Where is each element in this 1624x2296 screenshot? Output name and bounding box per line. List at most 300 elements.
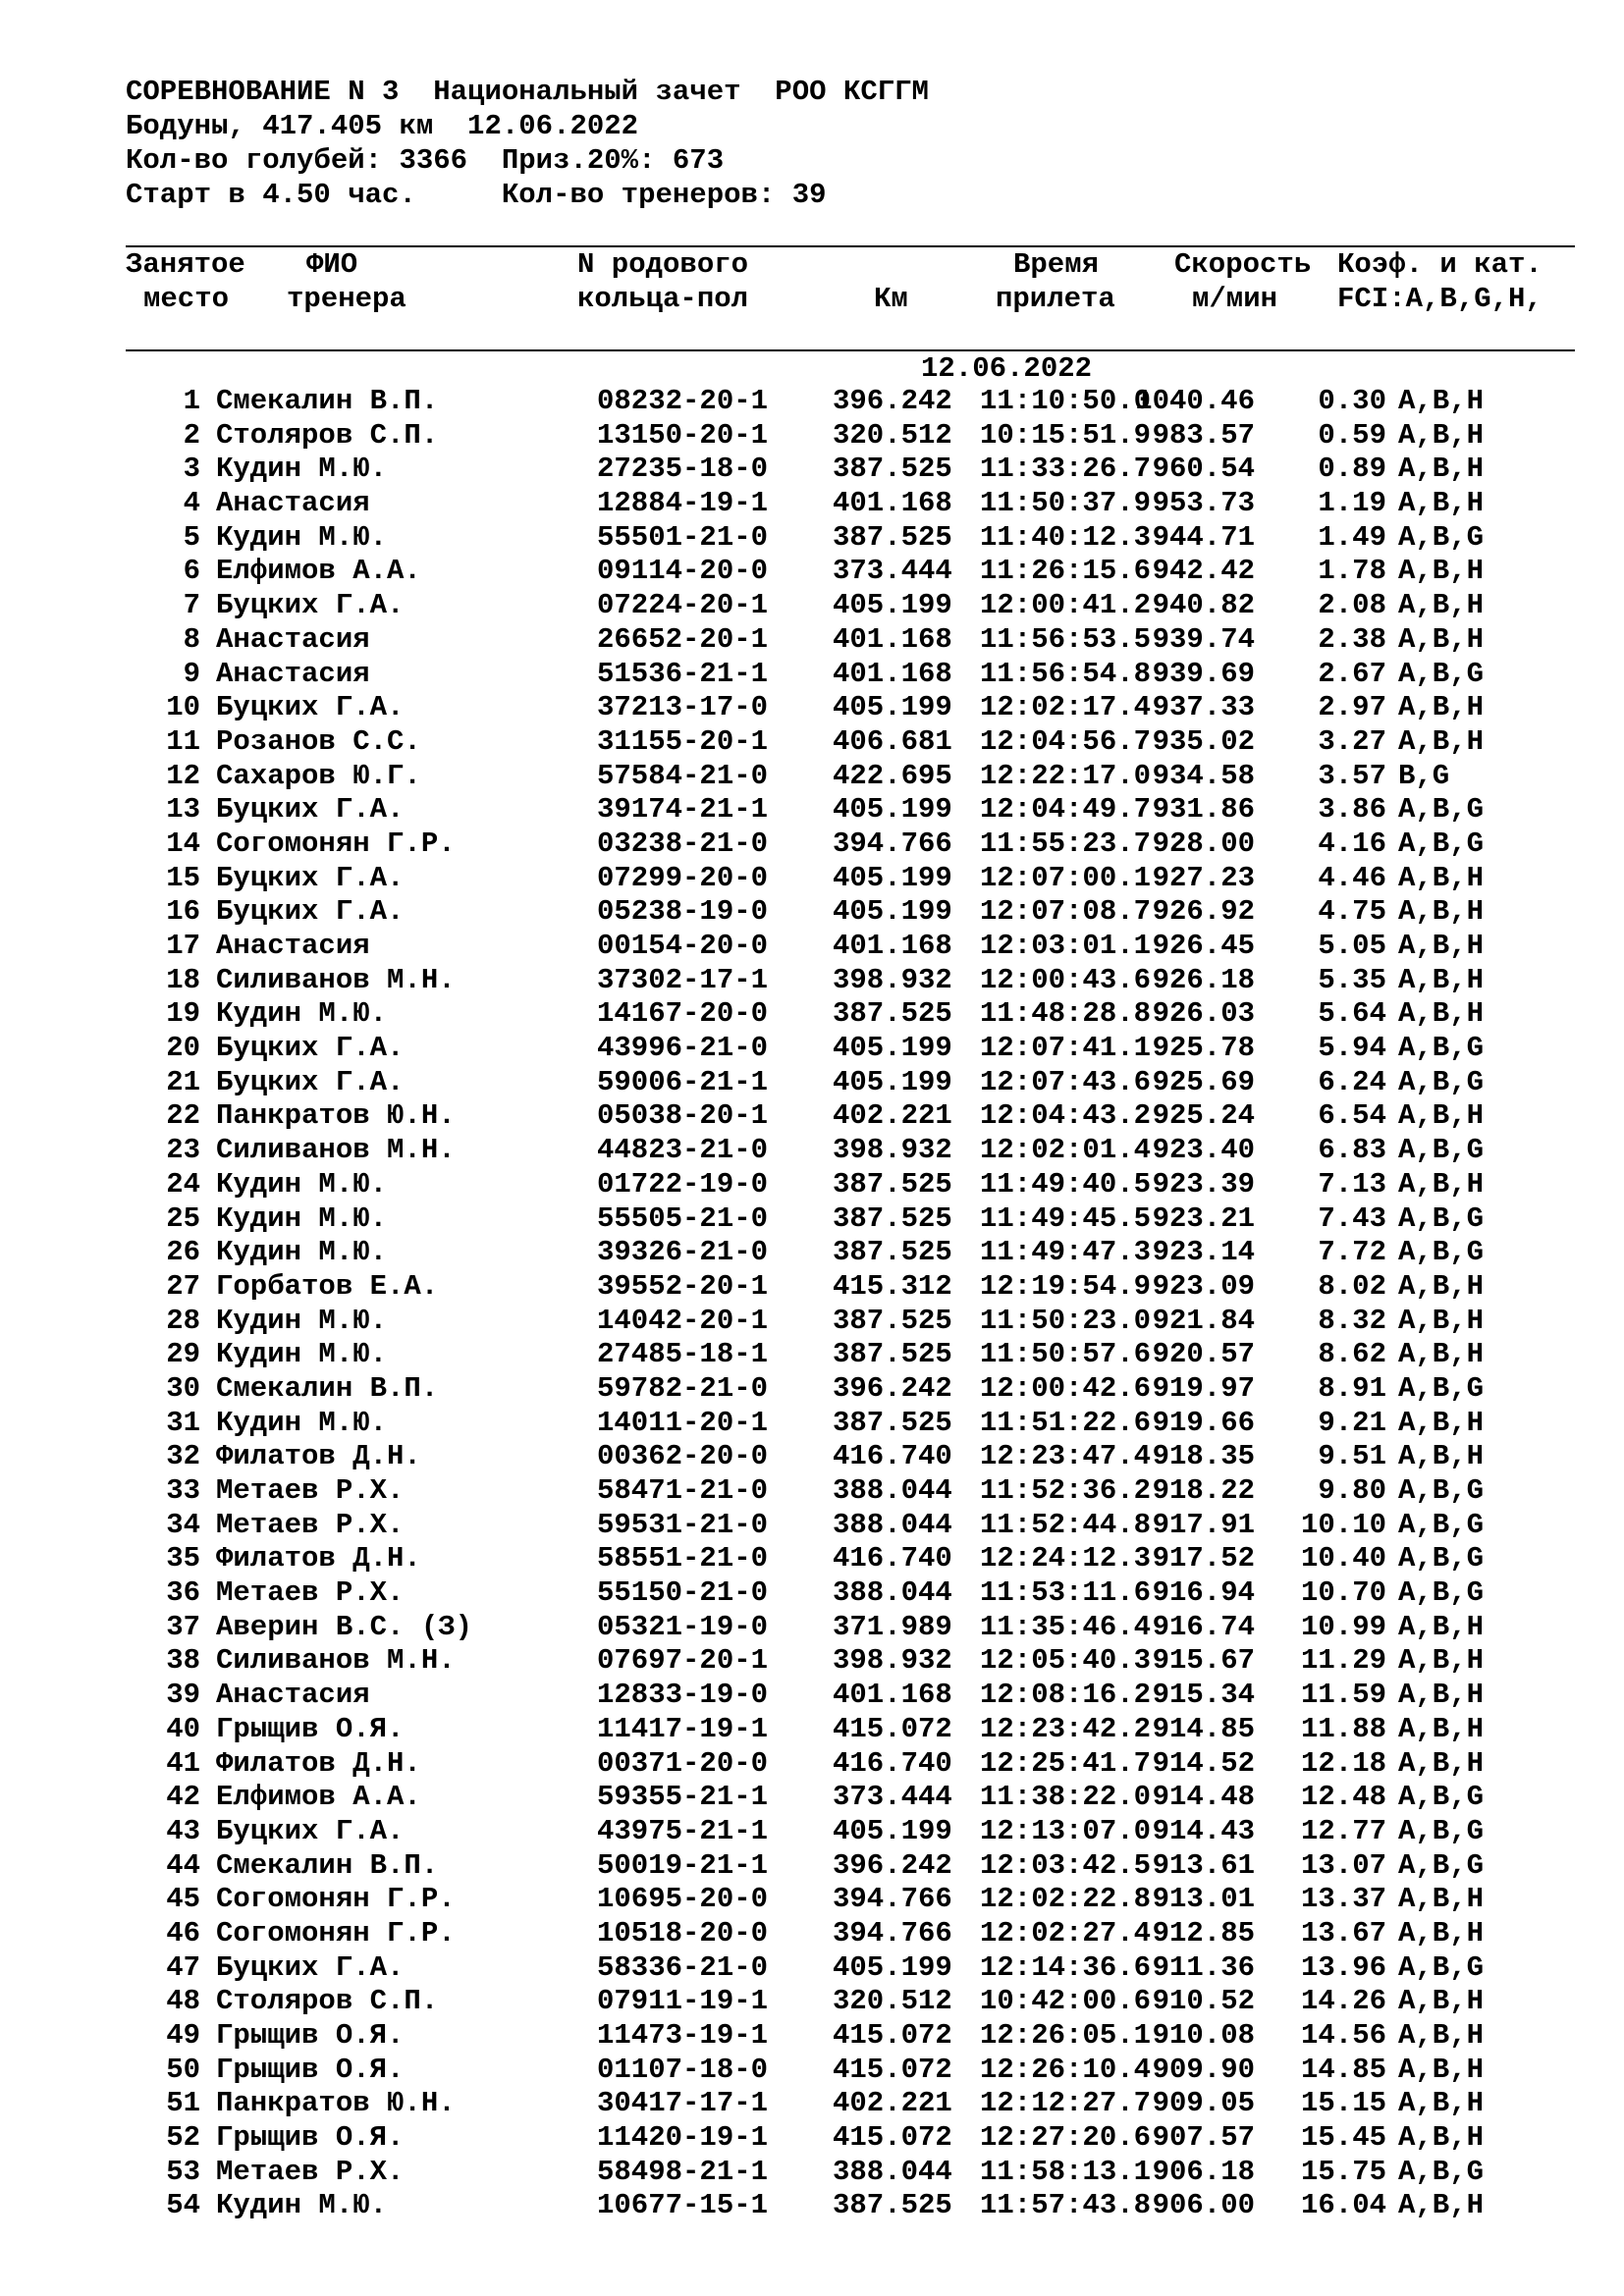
cell-arrival-time: 11:50:57.6 [980,1338,1152,1371]
cell-trainer-name: Панкратов Ю.Н. [216,2087,456,2120]
cell-coefficient: 8.91 [1318,1371,1386,1405]
cell-distance-km: 398.932 [833,963,952,996]
table-row [126,862,1579,896]
col-ring-label-2: кольца-пол [577,283,749,315]
table-row [126,385,1579,419]
cell-place: 17 [166,930,200,962]
table-row [126,1917,1579,1951]
cell-coefficient: 2.67 [1318,657,1386,690]
cell-arrival-time: 12:05:40.3 [980,1644,1152,1678]
cell-category: A,B,H [1398,930,1485,962]
cell-ring-number: 11417-19-1 [597,1712,769,1745]
cell-trainer-name: Кудин М.Ю. [216,997,388,1031]
cell-coefficient: 6.54 [1318,1099,1386,1133]
cell-speed: 910.52 [1152,1985,1255,2018]
cell-coefficient: 3.27 [1318,724,1386,758]
cell-trainer-name: Панкратов Ю.Н. [216,1099,456,1133]
cell-speed: 914.52 [1152,1746,1255,1780]
cell-coefficient: 2.97 [1318,691,1386,724]
cell-speed: 934.58 [1152,759,1255,792]
cell-coefficient: 14.85 [1300,2053,1386,2086]
cell-place: 30 [166,1371,200,1405]
cell-speed: 909.90 [1152,2053,1255,2086]
cell-arrival-time: 12:12:27.7 [980,2087,1152,2120]
cell-arrival-time: 12:19:54.9 [980,1269,1152,1303]
cell-trainer-name: Буцких Г.А. [216,691,405,724]
table-row [126,623,1579,658]
cell-arrival-time: 12:02:17.4 [980,691,1152,724]
cell-speed: 910.08 [1152,2019,1255,2052]
cell-place: 50 [166,2053,200,2086]
cell-place: 2 [183,418,200,452]
cell-category: A,B,G [1398,1848,1485,1882]
cell-distance-km: 394.766 [833,1916,952,1949]
cell-arrival-time: 11:55:23.7 [980,827,1152,860]
cell-ring-number: 37213-17-0 [597,691,769,724]
cell-ring-number: 00362-20-0 [597,1440,769,1473]
cell-speed: 914.48 [1152,1781,1255,1814]
cell-category: A,B,H [1398,385,1485,417]
cell-distance-km: 320.512 [833,1985,952,2018]
cell-category: A,B,G [1398,1950,1485,1984]
cell-category: A,B,G [1398,1134,1485,1167]
cell-speed: 925.24 [1152,1099,1255,1133]
cell-ring-number: 44823-21-0 [597,1134,769,1167]
cell-trainer-name: Кудин М.Ю. [216,520,388,554]
table-row [126,1407,1579,1441]
cell-coefficient: 13.07 [1300,1848,1386,1882]
cell-coefficient: 1.19 [1318,487,1386,520]
col-time-label-2: прилета [996,283,1115,315]
table-row [126,997,1579,1032]
cell-category: A,B,H [1398,861,1485,894]
cell-distance-km: 387.525 [833,1201,952,1235]
cell-distance-km: 387.525 [833,997,952,1031]
cell-coefficient: 9.51 [1318,1440,1386,1473]
cell-place: 9 [183,657,200,690]
cell-distance-km: 402.221 [833,2087,952,2120]
cell-ring-number: 03238-21-0 [597,827,769,860]
table-row [126,1236,1579,1270]
table-row [126,1781,1579,1815]
col-km-label: Км [874,283,908,315]
table-row [126,555,1579,589]
cell-place: 1 [183,385,200,417]
cell-ring-number: 00371-20-0 [597,1746,769,1780]
cell-category: A,B,H [1398,589,1485,622]
table-row [126,1202,1579,1237]
cell-ring-number: 07911-19-1 [597,1985,769,2018]
cell-coefficient: 10.10 [1300,1508,1386,1541]
cell-coefficient: 10.40 [1300,1542,1386,1575]
cell-arrival-time: 11:48:28.8 [980,997,1152,1031]
cell-arrival-time: 10:42:00.6 [980,1985,1152,2018]
cell-trainer-name: Столяров С.П. [216,1985,439,2018]
cell-trainer-name: Кудин М.Ю. [216,1236,388,1269]
table-row [126,1747,1579,1782]
cell-distance-km: 405.199 [833,895,952,929]
cell-distance-km: 388.044 [833,1474,952,1507]
cell-category: A,B,G [1398,1781,1485,1814]
cell-trainer-name: Горбатов Е.А. [216,1269,439,1303]
cell-place: 12 [166,759,200,792]
cell-trainer-name: Грыщив О.Я. [216,2019,405,2052]
cell-speed: 920.57 [1152,1338,1255,1371]
cell-place: 21 [166,1065,200,1098]
cell-ring-number: 13150-20-1 [597,418,769,452]
cell-ring-number: 12833-19-0 [597,1679,769,1712]
cell-trainer-name: Буцких Г.А. [216,1950,405,1984]
cell-distance-km: 387.525 [833,1236,952,1269]
cell-distance-km: 388.044 [833,2155,952,2188]
cell-ring-number: 11420-19-1 [597,2121,769,2155]
cell-category: A,B,G [1398,1576,1485,1610]
cell-arrival-time: 11:38:22.0 [980,1781,1152,1814]
cell-coefficient: 5.35 [1318,963,1386,996]
cell-place: 25 [166,1201,200,1235]
table-row [126,521,1579,556]
table-row [126,1168,1579,1202]
cell-category: A,B,H [1398,2087,1485,2120]
table-row [126,691,1579,725]
cell-distance-km: 416.740 [833,1746,952,1780]
cell-trainer-name: Грыщив О.Я. [216,2121,405,2155]
cell-place: 43 [166,1814,200,1847]
cell-place: 20 [166,1032,200,1065]
cell-place: 22 [166,1099,200,1133]
cell-speed: 1040.46 [1135,385,1255,417]
cell-ring-number: 43975-21-1 [597,1814,769,1847]
cell-ring-number: 59531-21-0 [597,1508,769,1541]
cell-arrival-time: 11:57:43.8 [980,2189,1152,2222]
cell-category: A,B,G [1398,1236,1485,1269]
table-row [126,1883,1579,1917]
cell-coefficient: 1.49 [1318,520,1386,554]
cell-trainer-name: Метаев Р.Х. [216,1576,405,1610]
cell-coefficient: 13.67 [1300,1916,1386,1949]
cell-ring-number: 39552-20-1 [597,1269,769,1303]
cell-speed: 906.18 [1152,2155,1255,2188]
cell-trainer-name: Анастасия [216,657,370,690]
cell-arrival-time: 12:07:00.1 [980,861,1152,894]
cell-category: A,B,G [1398,1542,1485,1575]
cell-arrival-time: 12:02:01.4 [980,1134,1152,1167]
cell-ring-number: 07224-20-1 [597,589,769,622]
cell-trainer-name: Филатов Д.Н. [216,1746,421,1780]
table-row [126,828,1579,862]
cell-category: A,B,H [1398,1712,1485,1745]
cell-trainer-name: Сахаров Ю.Г. [216,759,421,792]
cell-distance-km: 416.740 [833,1542,952,1575]
cell-arrival-time: 12:07:41.1 [980,1032,1152,1065]
cell-coefficient: 11.59 [1300,1679,1386,1712]
cell-ring-number: 58498-21-1 [597,2155,769,2188]
cell-distance-km: 388.044 [833,1576,952,1610]
cell-coefficient: 6.83 [1318,1134,1386,1167]
cell-distance-km: 398.932 [833,1644,952,1678]
cell-category: A,B,H [1398,1440,1485,1473]
table-row [126,453,1579,487]
cell-category: A,B,H [1398,1338,1485,1371]
table-row [126,1644,1579,1679]
cell-ring-number: 12884-19-1 [597,487,769,520]
cell-coefficient: 14.26 [1300,1985,1386,2018]
cell-coefficient: 4.75 [1318,895,1386,929]
cell-trainer-name: Елфимов А.А. [216,555,421,588]
cell-speed: 917.52 [1152,1542,1255,1575]
cell-speed: 916.94 [1152,1576,1255,1610]
cell-place: 51 [166,2087,200,2120]
cell-category: A,B,H [1398,1916,1485,1949]
cell-trainer-name: Кудин М.Ю. [216,1304,388,1337]
cell-distance-km: 405.199 [833,1950,952,1984]
cell-ring-number: 43996-21-0 [597,1032,769,1065]
cell-speed: 906.00 [1152,2189,1255,2222]
cell-speed: 923.09 [1152,1269,1255,1303]
cell-trainer-name: Анастасия [216,487,370,520]
cell-coefficient: 12.48 [1300,1781,1386,1814]
header-bottom-rule [126,349,1575,351]
cell-coefficient: 12.77 [1300,1814,1386,1847]
col-place-label-1: Занятое [126,248,245,281]
cell-speed: 913.01 [1152,1883,1255,1916]
cell-distance-km: 401.168 [833,1679,952,1712]
cell-ring-number: 14011-20-1 [597,1406,769,1439]
col-place-label-2: место [143,283,230,315]
cell-ring-number: 59782-21-0 [597,1371,769,1405]
cell-trainer-name: Анастасия [216,622,370,656]
cell-coefficient: 0.89 [1318,453,1386,486]
cell-ring-number: 05321-19-0 [597,1610,769,1643]
cell-ring-number: 10695-20-0 [597,1883,769,1916]
cell-arrival-time: 12:25:41.7 [980,1746,1152,1780]
cell-trainer-name: Смекалин В.П. [216,385,439,417]
cell-trainer-name: Анастасия [216,930,370,962]
table-row [126,658,1579,692]
table-row [126,419,1579,454]
table-row [126,2019,1579,2054]
cell-trainer-name: Буцких Г.А. [216,895,405,929]
table-row [126,1305,1579,1339]
cell-speed: 913.61 [1152,1848,1255,1882]
cell-arrival-time: 12:26:05.1 [980,2019,1152,2052]
cell-ring-number: 14167-20-0 [597,997,769,1031]
cell-speed: 944.71 [1152,520,1255,554]
table-row [126,1270,1579,1305]
cell-distance-km: 405.199 [833,1032,952,1065]
cell-place: 53 [166,2155,200,2188]
cell-ring-number: 05238-19-0 [597,895,769,929]
cell-place: 14 [166,827,200,860]
cell-place: 44 [166,1848,200,1882]
table-row [126,1815,1579,1849]
table-row [126,725,1579,760]
cell-distance-km: 405.199 [833,861,952,894]
cell-trainer-name: Буцких Г.А. [216,1032,405,1065]
cell-ring-number: 51536-21-1 [597,657,769,690]
cell-category: A,B,H [1398,487,1485,520]
cell-place: 49 [166,2019,200,2052]
cell-arrival-time: 12:02:27.4 [980,1916,1152,1949]
cell-arrival-time: 12:00:43.6 [980,963,1152,996]
cell-place: 18 [166,963,200,996]
cell-place: 34 [166,1508,200,1541]
cell-category: A,B,H [1398,2189,1485,2222]
cell-coefficient: 9.80 [1318,1474,1386,1507]
cell-ring-number: 27485-18-1 [597,1338,769,1371]
cell-place: 42 [166,1781,200,1814]
cell-coefficient: 14.56 [1300,2019,1386,2052]
cell-place: 3 [183,453,200,486]
cell-coefficient: 11.88 [1300,1712,1386,1745]
table-row [126,1542,1579,1576]
cell-coefficient: 11.29 [1300,1644,1386,1678]
cell-speed: 915.67 [1152,1644,1255,1678]
cell-place: 37 [166,1610,200,1643]
cell-place: 4 [183,487,200,520]
cell-coefficient: 10.99 [1300,1610,1386,1643]
cell-trainer-name: Анастасия [216,1679,370,1712]
cell-coefficient: 13.37 [1300,1883,1386,1916]
cell-arrival-time: 11:40:12.3 [980,520,1152,554]
cell-coefficient: 3.57 [1318,759,1386,792]
cell-place: 35 [166,1542,200,1575]
cell-trainer-name: Буцких Г.А. [216,861,405,894]
cell-arrival-time: 12:23:42.2 [980,1712,1152,1745]
cell-distance-km: 401.168 [833,487,952,520]
cell-trainer-name: Филатов Д.Н. [216,1440,421,1473]
cell-category: A,B,G [1398,827,1485,860]
cell-category: A,B,H [1398,1679,1485,1712]
col-coef-label-1: Коэф. и кат. [1337,248,1543,281]
cell-coefficient: 9.21 [1318,1406,1386,1439]
cell-trainer-name: Филатов Д.Н. [216,1542,421,1575]
cell-speed: 914.85 [1152,1712,1255,1745]
cell-category: A,B,G [1398,1814,1485,1847]
cell-place: 10 [166,691,200,724]
cell-trainer-name: Согомонян Г.Р. [216,1916,456,1949]
cell-arrival-time: 12:24:12.3 [980,1542,1152,1575]
cell-place: 23 [166,1134,200,1167]
cell-arrival-time: 12:07:08.7 [980,895,1152,929]
cell-ring-number: 07299-20-0 [597,861,769,894]
cell-arrival-time: 12:04:49.7 [980,793,1152,827]
cell-speed: 923.14 [1152,1236,1255,1269]
cell-coefficient: 15.15 [1300,2087,1386,2120]
cell-speed: 939.74 [1152,622,1255,656]
cell-arrival-time: 11:52:36.2 [980,1474,1152,1507]
col-name-label-2: тренера [287,283,406,315]
table-row [126,1440,1579,1474]
cell-place: 29 [166,1338,200,1371]
cell-ring-number: 58336-21-0 [597,1950,769,1984]
cell-ring-number: 26652-20-1 [597,622,769,656]
cell-trainer-name: Согомонян Г.Р. [216,1883,456,1916]
cell-ring-number: 01107-18-0 [597,2053,769,2086]
cell-speed: 907.57 [1152,2121,1255,2155]
cell-category: A,B,G [1398,1508,1485,1541]
cell-speed: 942.42 [1152,555,1255,588]
cell-arrival-time: 10:15:51.9 [980,418,1152,452]
cell-distance-km: 405.199 [833,1065,952,1098]
cell-trainer-name: Грыщив О.Я. [216,1712,405,1745]
cell-place: 46 [166,1916,200,1949]
col-name-label-1: ФИО [306,248,358,281]
results-table [126,385,1579,2223]
cell-trainer-name: Буцких Г.А. [216,1065,405,1098]
cell-distance-km: 422.695 [833,759,952,792]
cell-distance-km: 387.525 [833,2189,952,2222]
cell-distance-km: 405.199 [833,589,952,622]
cell-place: 6 [183,555,200,588]
cell-trainer-name: Силиванов М.Н. [216,1644,456,1678]
cell-coefficient: 16.04 [1300,2189,1386,2222]
cell-distance-km: 405.199 [833,793,952,827]
cell-arrival-time: 12:07:43.6 [980,1065,1152,1098]
cell-category: A,B,H [1398,963,1485,996]
cell-ring-number: 55505-21-0 [597,1201,769,1235]
cell-speed: 923.39 [1152,1167,1255,1201]
cell-trainer-name: Кудин М.Ю. [216,1338,388,1371]
cell-speed: 916.74 [1152,1610,1255,1643]
cell-trainer-name: Грыщив О.Я. [216,2053,405,2086]
cell-ring-number: 09114-20-0 [597,555,769,588]
cell-distance-km: 394.766 [833,827,952,860]
table-row [126,2156,1579,2190]
cell-trainer-name: Согомонян Г.Р. [216,827,456,860]
cell-place: 11 [166,724,200,758]
cell-category: A,B,H [1398,1746,1485,1780]
cell-category: A,B,H [1398,1644,1485,1678]
cell-ring-number: 14042-20-1 [597,1304,769,1337]
cell-coefficient: 4.46 [1318,861,1386,894]
cell-arrival-time: 11:58:13.1 [980,2155,1152,2188]
cell-distance-km: 401.168 [833,622,952,656]
cell-category: A,B,H [1398,1167,1485,1201]
cell-coefficient: 12.18 [1300,1746,1386,1780]
cell-distance-km: 387.525 [833,1304,952,1337]
cell-place: 19 [166,997,200,1031]
cell-ring-number: 30417-17-1 [597,2087,769,2120]
cell-coefficient: 5.94 [1318,1032,1386,1065]
cell-distance-km: 405.199 [833,691,952,724]
cell-arrival-time: 11:56:53.5 [980,622,1152,656]
race-date: 12.06.2022 [921,352,1093,385]
table-row [126,1679,1579,1713]
cell-speed: 918.35 [1152,1440,1255,1473]
cell-ring-number: 05038-20-1 [597,1099,769,1133]
cell-coefficient: 2.38 [1318,622,1386,656]
cell-place: 28 [166,1304,200,1337]
table-row [126,1611,1579,1645]
table-row [126,930,1579,964]
cell-place: 32 [166,1440,200,1473]
table-row [126,1713,1579,1747]
cell-place: 38 [166,1644,200,1678]
cell-category: A,B,G [1398,1474,1485,1507]
table-row [126,895,1579,930]
cell-coefficient: 7.43 [1318,1201,1386,1235]
cell-place: 39 [166,1679,200,1712]
cell-arrival-time: 11:52:44.8 [980,1508,1152,1541]
competition-pigeon-count: Кол-во голубей: 3366 Приз.20%: 673 [126,144,725,177]
cell-ring-number: 39326-21-0 [597,1236,769,1269]
cell-coefficient: 15.45 [1300,2121,1386,2155]
cell-category: A,B,H [1398,997,1485,1031]
cell-arrival-time: 12:08:16.2 [980,1679,1152,1712]
cell-place: 36 [166,1576,200,1610]
cell-speed: 917.91 [1152,1508,1255,1541]
